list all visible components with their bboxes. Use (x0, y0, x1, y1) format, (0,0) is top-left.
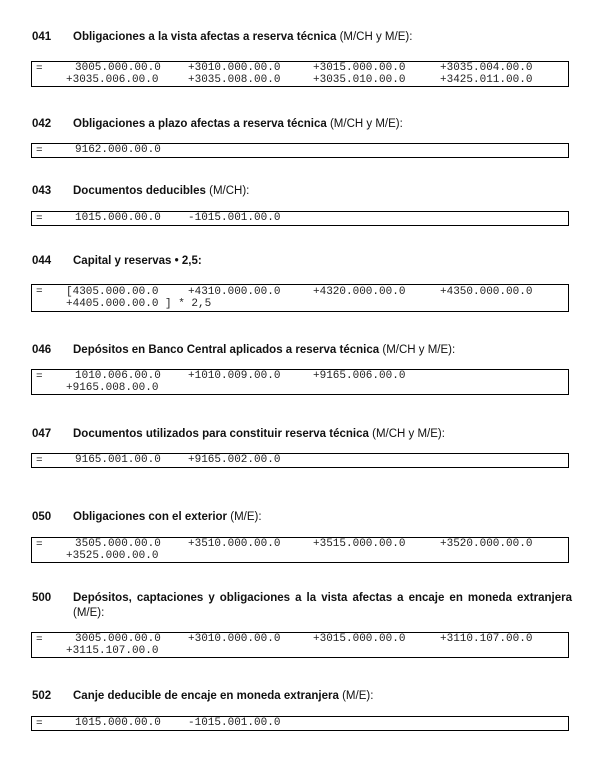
section-code: 042 (32, 118, 52, 130)
section-note: (M/E): (73, 607, 105, 619)
equals-sign: = (36, 286, 43, 298)
section-code: 041 (32, 31, 52, 43)
section-heading (32, 427, 572, 442)
formula-term: +3015.000.00.0 (313, 62, 406, 74)
formula-term: +3015.000.00.0 (313, 633, 406, 645)
formula-term: 1015.000.00.0 (75, 212, 161, 224)
formula-box (31, 369, 569, 395)
section-title: Canje deducible de encaje en moneda extranjera (73, 690, 339, 702)
formula-term: +4320.000.00.0 (313, 286, 406, 298)
section-title: Documentos deducibles (73, 185, 206, 197)
section-code: 044 (32, 255, 52, 267)
equals-sign: = (36, 718, 43, 730)
section-note: (M/E): (230, 511, 262, 523)
section-heading (32, 510, 572, 525)
formula-term: +3510.000.00.0 (188, 538, 281, 550)
formula-term: +4310.000.00.0 (188, 286, 281, 298)
equals-sign: = (36, 213, 43, 225)
formula-box (31, 537, 569, 563)
section-title: Documentos utilizados para constituir reserva técnica (73, 428, 369, 440)
equals-sign: = (36, 634, 43, 646)
equals-sign: = (36, 539, 43, 551)
equals-sign: = (36, 145, 43, 157)
section-code: 500 (32, 592, 52, 604)
formula-term: +3010.000.00.0 (188, 633, 281, 645)
section-title: Obligaciones con el exterior (73, 511, 228, 523)
formula-term: 3005.000.00.0 (75, 633, 161, 645)
section-note: (M/CH y M/E): (372, 428, 445, 440)
formula-term: +3035.010.00.0 (313, 74, 406, 86)
formula-term: 9165.001.00.0 (75, 454, 161, 466)
formula-term: 1010.006.00.0 (75, 370, 161, 382)
formula-term: +3525.000.00.0 (66, 550, 159, 562)
equals-sign: = (36, 371, 43, 383)
section-note: (M/CH y M/E): (329, 118, 403, 130)
formula-term: +1010.009.00.0 (188, 370, 281, 382)
formula-term: +3425.011.00.0 (440, 74, 533, 86)
formula-term: +3115.107.00.0 (66, 645, 159, 657)
formula-term: +4350.000.00.0 (440, 286, 533, 298)
formula-box (31, 61, 569, 87)
section-code: 046 (32, 344, 52, 356)
formula-term: +9165.008.00.0 (66, 382, 159, 394)
formula-term: 9162.000.00.0 (75, 144, 161, 156)
section-heading (32, 591, 572, 621)
formula-box (31, 211, 569, 226)
section-code: 050 (32, 511, 52, 523)
section-heading (32, 343, 572, 358)
formula-box (31, 284, 569, 312)
section-note: (M/CH y M/E): (339, 31, 413, 43)
section-heading (32, 689, 572, 704)
section-title: Obligaciones a plazo afectas a reserva técnica (73, 118, 327, 130)
formula-term: +3515.000.00.0 (313, 538, 406, 550)
section-heading (32, 254, 572, 269)
equals-sign: = (36, 455, 43, 467)
formula-term: 3505.000.00.0 (75, 538, 161, 550)
section-title: Depósitos, captaciones y obligaciones a la vista afectas a encaje en moneda extranjera (73, 592, 572, 604)
formula-term: +3110.107.00.0 (440, 633, 533, 645)
section-code: 043 (32, 185, 52, 197)
formula-term: +9165.002.00.0 (188, 454, 281, 466)
formula-term: -1015.001.00.0 (188, 212, 281, 224)
section-code: 047 (32, 428, 52, 440)
section-note: (M/CH y M/E): (382, 344, 456, 356)
formula-term: +3010.000.00.0 (188, 62, 281, 74)
section-heading (32, 184, 572, 199)
section-title: Capital y reservas • 2,5: (73, 255, 202, 267)
section-title: Depósitos en Banco Central aplicados a reserva técnica (73, 344, 380, 356)
formula-term: -1015.001.00.0 (188, 717, 281, 729)
section-note: (M/E): (342, 690, 374, 702)
section-heading (32, 30, 572, 45)
formula-term: +3520.000.00.0 (440, 538, 533, 550)
formula-box (31, 632, 569, 658)
formula-term: +9165.006.00.0 (313, 370, 406, 382)
formula-term: 1015.000.00.0 (75, 717, 161, 729)
equals-sign: = (36, 63, 43, 75)
section-heading (32, 117, 572, 132)
section-note: (M/CH): (209, 185, 250, 197)
section-code: 502 (32, 690, 52, 702)
formula-term: [4305.000.00.0 (66, 286, 159, 298)
formula-term: +3035.008.00.0 (188, 74, 281, 86)
formula-term: 3005.000.00.0 (75, 62, 161, 74)
formula-term: +3035.004.00.0 (440, 62, 533, 74)
section-title: Obligaciones a la vista afectas a reserva técnica (73, 31, 337, 43)
formula-box (31, 453, 569, 468)
formula-box (31, 716, 569, 731)
formula-box (31, 143, 569, 158)
formula-term: +3035.006.00.0 (66, 74, 159, 86)
formula-term: +4405.000.00.0 ] * 2,5 (66, 298, 212, 310)
